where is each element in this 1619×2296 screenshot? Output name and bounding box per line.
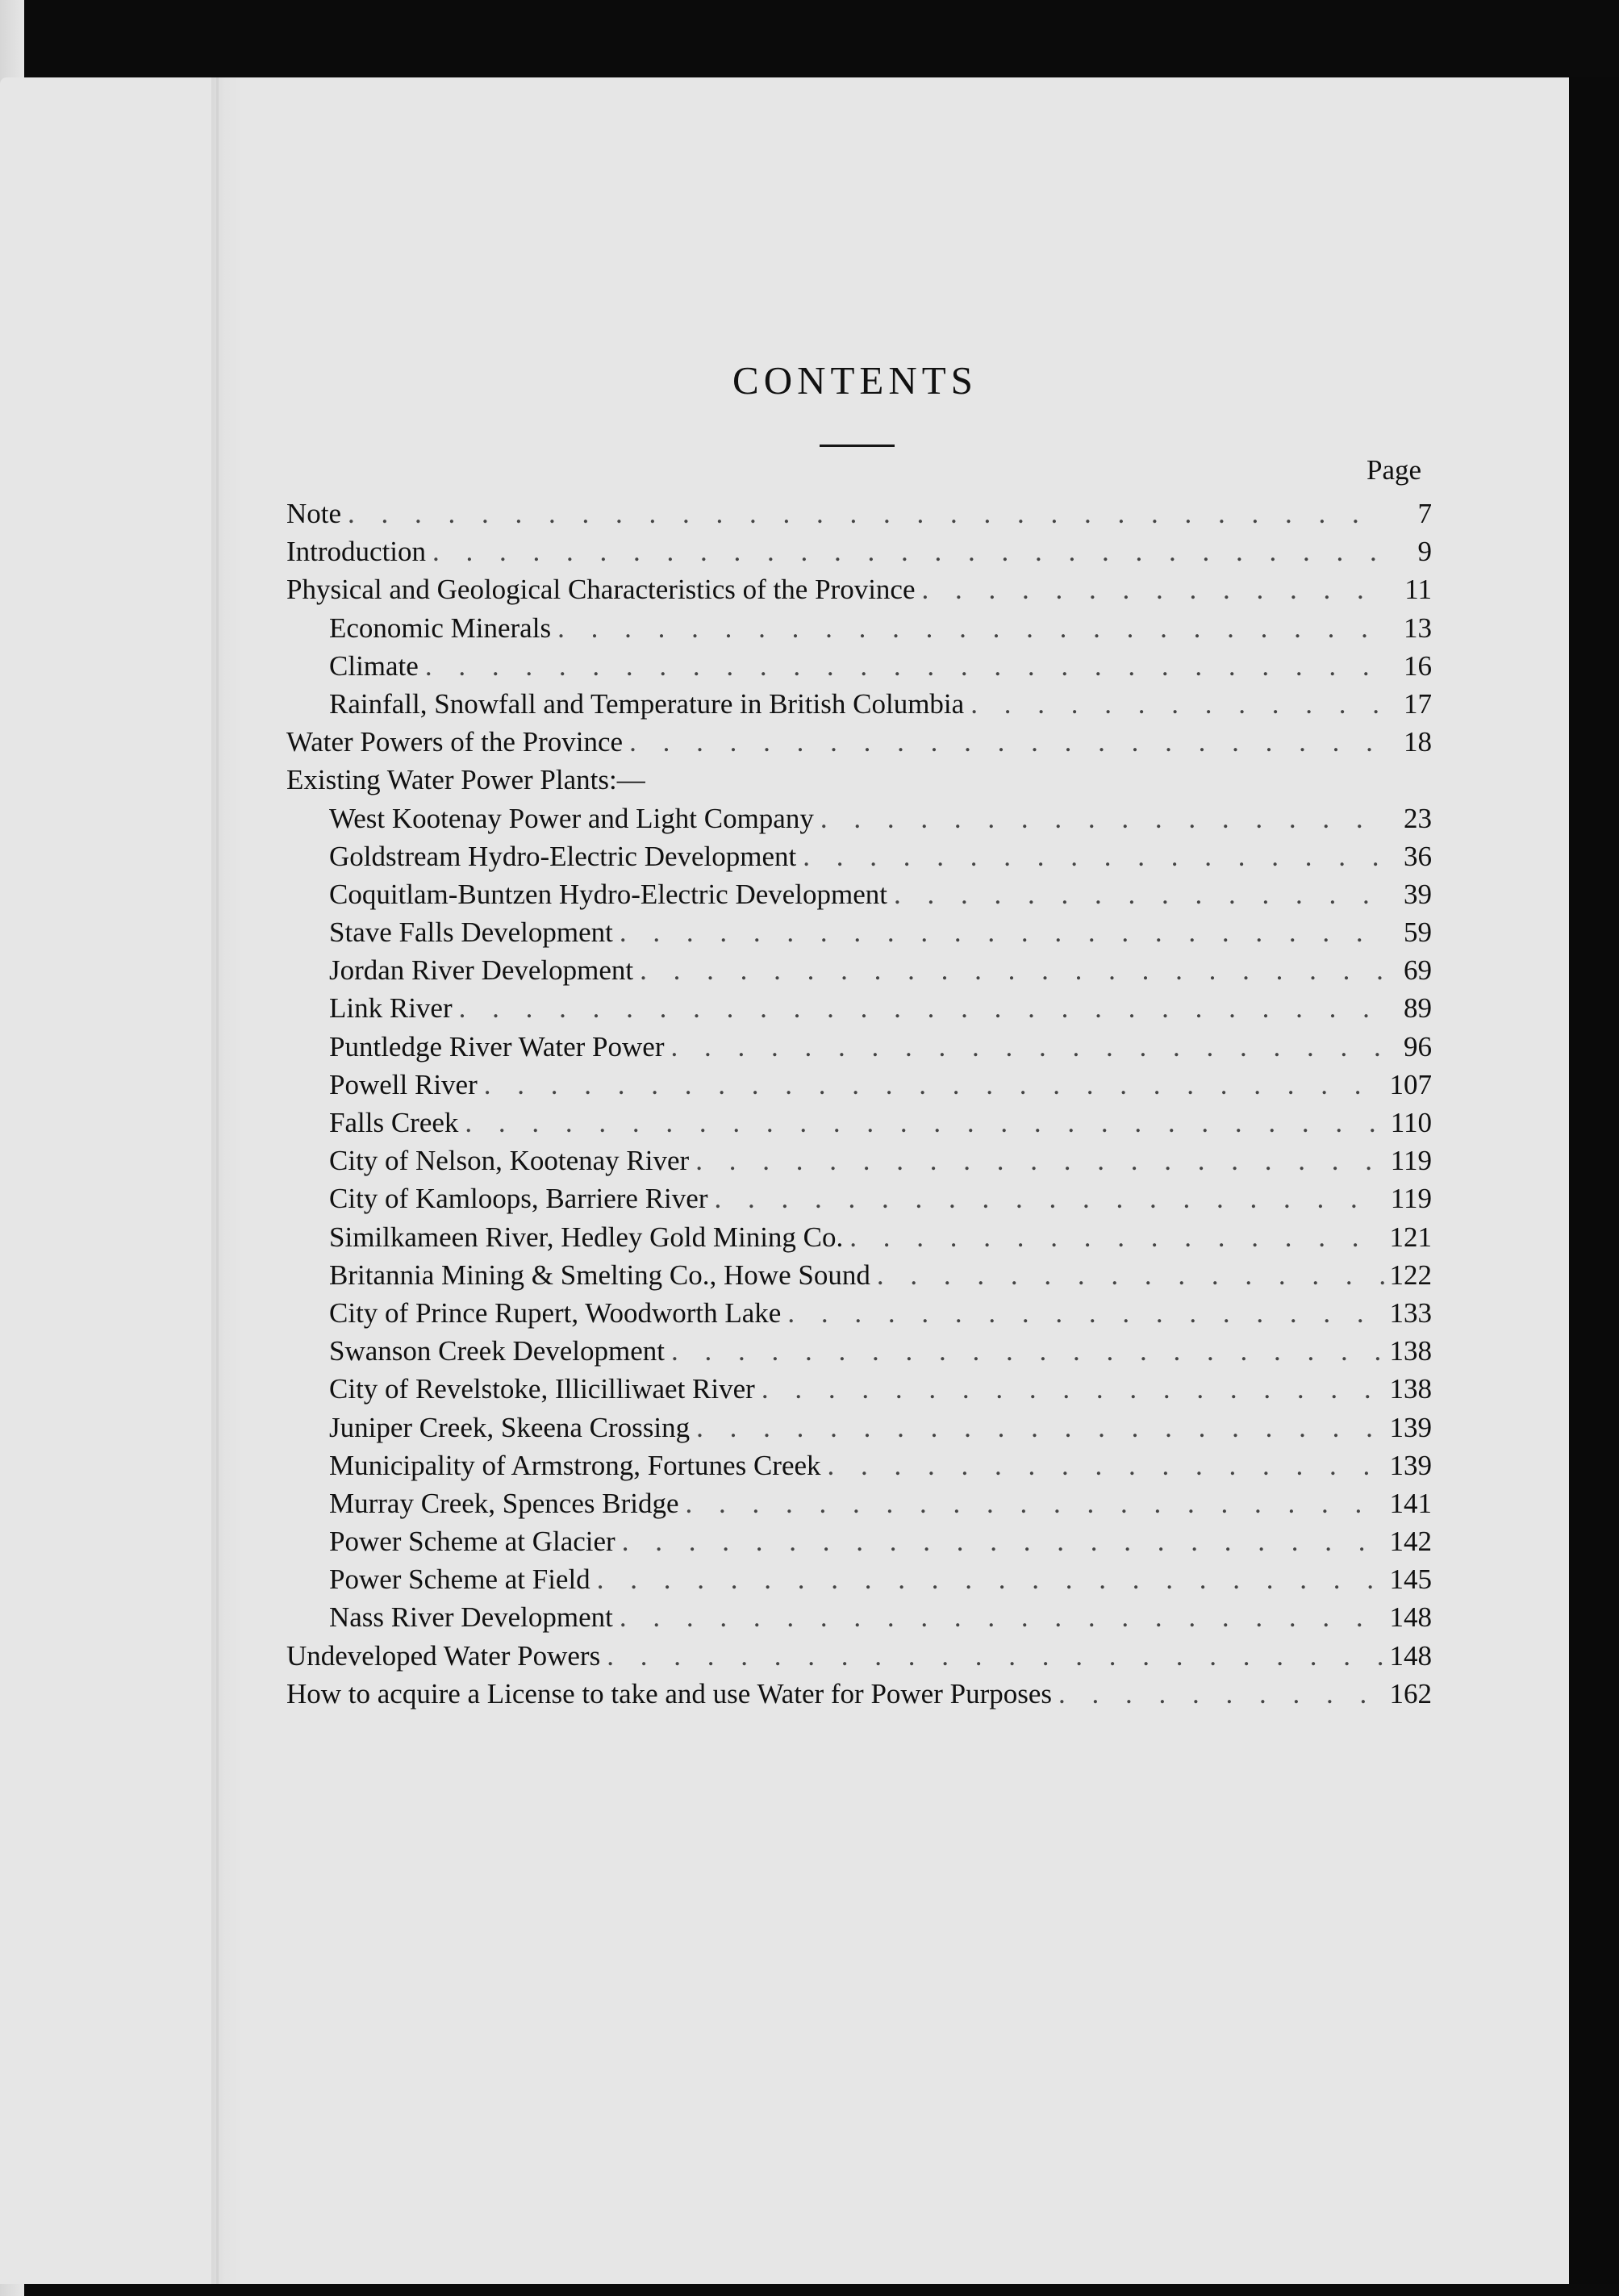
toc-entry-label: Power Scheme at Field (329, 1563, 590, 1596)
toc-entry-page: 142 (1389, 1526, 1432, 1558)
toc-entry-label: Climate (329, 649, 419, 682)
toc-entry-label: Britannia Mining & Smelting Co., Howe Sound (329, 1259, 870, 1291)
toc-entry-label: Juniper Creek, Skeena Crossing (329, 1411, 691, 1443)
toc-entry-page: 138 (1389, 1335, 1432, 1367)
toc-dot-leader (426, 532, 1385, 570)
toc-entry-label: City of Kamloops, Barriere River (329, 1183, 708, 1215)
toc-entry (286, 875, 1432, 913)
toc-dot-leader (843, 1218, 1385, 1256)
toc-entry-label: City of Revelstoke, Illicilliwaet River (329, 1373, 755, 1405)
toc-entry-label: Economic Minerals (329, 612, 552, 644)
toc-entry (286, 1332, 1432, 1370)
toc-entry-label: Murray Creek, Spences Bridge (329, 1487, 679, 1519)
toc-entry (286, 1560, 1432, 1598)
toc-entry-label: Link River (329, 992, 453, 1025)
toc-entry-label: Power Scheme at Glacier (329, 1526, 615, 1558)
toc-entry-label: Note (286, 498, 342, 529)
toc-dot-leader (419, 647, 1385, 685)
toc-dot-leader (781, 1294, 1385, 1332)
toc-dot-leader (821, 1446, 1385, 1484)
toc-entry-label: Nass River Development (329, 1601, 613, 1634)
toc-entry (286, 647, 1432, 685)
toc-entry-page: 121 (1389, 1221, 1432, 1253)
toc-entry-page: 7 (1417, 498, 1432, 529)
toc-entry-label: Jordan River Development (329, 954, 634, 987)
toc-dot-leader (664, 1028, 1385, 1066)
page-column-heading: Page (1367, 454, 1422, 486)
toc-entry (286, 837, 1432, 875)
toc-dot-leader (623, 723, 1385, 761)
toc-entry (286, 1370, 1432, 1408)
toc-dot-leader (551, 609, 1385, 647)
toc-dot-leader (600, 1637, 1385, 1675)
toc-entry (286, 1142, 1432, 1179)
toc-dot-leader (755, 1370, 1385, 1408)
toc-entry-label: Similkameen River, Hedley Gold Mining Co. (329, 1221, 844, 1253)
toc-entry-page: 139 (1389, 1411, 1432, 1443)
toc-entry-page: 69 (1404, 954, 1432, 987)
toc-entry-label: Municipality of Armstrong, Fortunes Creek (329, 1449, 821, 1481)
toc-dot-leader (916, 570, 1386, 608)
toc-entry-label: Stave Falls Development (329, 916, 613, 949)
toc-entry-label: Undeveloped Water Powers (286, 1639, 601, 1672)
binding-gutter-line (216, 77, 219, 2284)
toc-entry (286, 495, 1432, 532)
page-title: CONTENTS (732, 358, 978, 403)
toc-entry-label: West Kootenay Power and Light Company (329, 802, 814, 834)
toc-entry-page: 141 (1389, 1487, 1432, 1519)
toc-dot-leader (665, 1332, 1385, 1370)
toc-entry-page: 23 (1404, 802, 1432, 834)
toc-entry-page: 107 (1389, 1068, 1432, 1100)
toc-dot-leader (341, 495, 1385, 532)
toc-dot-leader (796, 837, 1385, 875)
toc-entry-page: 17 (1404, 687, 1432, 720)
toc-entry-label: Puntledge River Water Power (329, 1030, 665, 1062)
toc-dot-leader (478, 1066, 1385, 1104)
toc-entry (286, 1484, 1432, 1522)
toc-entry (286, 1028, 1432, 1066)
toc-entry-page: 119 (1390, 1145, 1432, 1177)
toc-entry (286, 1409, 1432, 1446)
toc-entry-label: City of Prince Rupert, Woodworth Lake (329, 1296, 782, 1329)
toc-entry (286, 913, 1432, 951)
toc-entry-label: City of Nelson, Kootenay River (329, 1145, 690, 1177)
toc-entry-label: Swanson Creek Development (329, 1335, 666, 1367)
toc-entry-page: 110 (1390, 1107, 1432, 1138)
toc-entry-page: 148 (1389, 1601, 1432, 1634)
toc-entry (286, 799, 1432, 837)
toc-entry (286, 1179, 1432, 1217)
toc-entry-page: 13 (1404, 612, 1432, 644)
toc-entry-label: Rainfall, Snowfall and Temperature in British Columbia (329, 687, 965, 720)
toc-dot-leader (613, 913, 1385, 951)
toc-entry (286, 989, 1432, 1027)
toc-entry (286, 1675, 1432, 1713)
toc-entry-page: 162 (1389, 1677, 1432, 1709)
title-divider (820, 445, 895, 447)
toc-entry-page: 11 (1404, 574, 1432, 606)
toc-entry-page: 96 (1404, 1030, 1432, 1062)
toc-entry (286, 685, 1432, 723)
toc-entry-page: 138 (1389, 1373, 1432, 1405)
toc-entry (286, 1446, 1432, 1484)
toc-entry-label: Falls Creek (329, 1107, 459, 1138)
toc-entry-page: 18 (1404, 726, 1432, 758)
table-of-contents (286, 495, 1432, 1713)
toc-dot-leader (678, 1484, 1385, 1522)
toc-entry (286, 951, 1432, 989)
toc-entry (286, 761, 1432, 799)
toc-dot-leader (887, 875, 1385, 913)
toc-entry (286, 570, 1432, 608)
toc-dot-leader (1052, 1675, 1385, 1713)
toc-dot-leader (458, 1104, 1385, 1142)
toc-entry-page: 133 (1389, 1296, 1432, 1329)
toc-entry (286, 1066, 1432, 1104)
toc-entry (286, 1218, 1432, 1256)
toc-entry-label: Physical and Geological Characteristics of the Province (286, 574, 916, 606)
toc-entry (286, 532, 1432, 570)
toc-entry (286, 1104, 1432, 1142)
toc-dot-leader (590, 1560, 1385, 1598)
toc-dot-leader (707, 1179, 1385, 1217)
toc-entry-page: 145 (1389, 1563, 1432, 1596)
toc-entry (286, 609, 1432, 647)
toc-entry-page: 16 (1404, 649, 1432, 682)
toc-entry-label: Goldstream Hydro-Electric Development (329, 840, 797, 872)
toc-entry-page: 119 (1390, 1183, 1432, 1215)
toc-dot-leader (964, 685, 1385, 723)
toc-dot-leader (814, 799, 1385, 837)
toc-dot-leader (690, 1409, 1385, 1446)
toc-entry-page: 89 (1404, 992, 1432, 1025)
toc-dot-leader (870, 1256, 1385, 1294)
toc-entry-label: Coquitlam-Buntzen Hydro-Electric Development (329, 878, 888, 910)
toc-entry-page: 122 (1389, 1259, 1432, 1291)
toc-dot-leader (615, 1522, 1385, 1560)
toc-dot-leader (633, 951, 1385, 989)
toc-entry-label: Powell River (329, 1068, 478, 1100)
toc-entry-page: 59 (1404, 916, 1432, 949)
toc-entry (286, 1598, 1432, 1636)
toc-entry (286, 1637, 1432, 1675)
toc-entry (286, 1294, 1432, 1332)
toc-entry-label: Introduction (286, 536, 427, 568)
toc-dot-leader (689, 1142, 1385, 1179)
toc-entry-label: Water Powers of the Province (286, 726, 624, 758)
toc-entry (286, 723, 1432, 761)
toc-entry-page: 139 (1389, 1449, 1432, 1481)
toc-entry (286, 1522, 1432, 1560)
page-right-gap (1569, 77, 1619, 2284)
toc-entry (286, 1256, 1432, 1294)
toc-entry-label: How to acquire a License to take and use Water for Power Purposes (286, 1677, 1053, 1709)
toc-entry-page: 39 (1404, 878, 1432, 910)
toc-entry-page: 36 (1404, 840, 1432, 872)
toc-dot-leader (613, 1598, 1385, 1636)
toc-entry-page: 9 (1417, 536, 1432, 568)
toc-dot-leader (453, 989, 1385, 1027)
toc-entry-page: 148 (1389, 1639, 1432, 1672)
toc-entry-label: Existing Water Power Plants:— (286, 764, 645, 796)
